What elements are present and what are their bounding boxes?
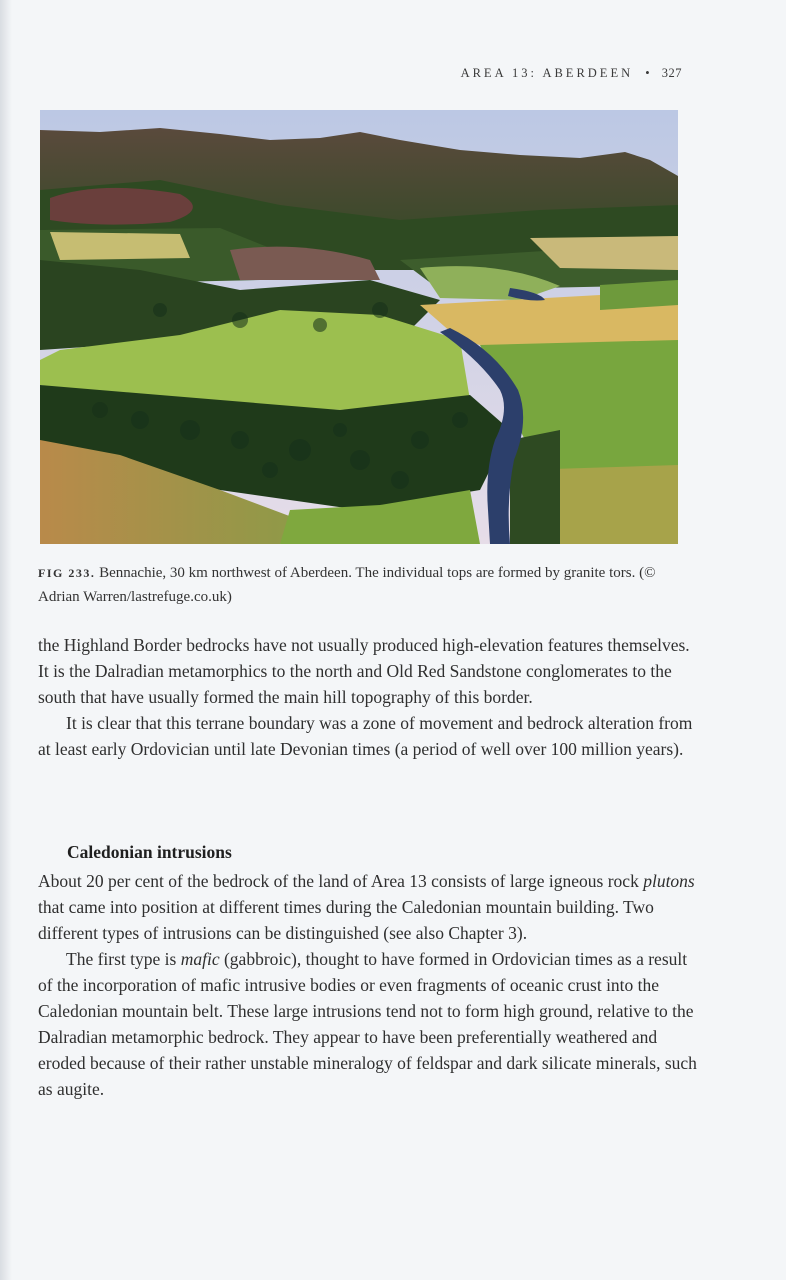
paragraph-mafic-after: (gabbroic), thought to have formed in Ordovician times as a result of the incorporation of mafic intrusive bodies or even fragments of oceanic crust into the Caledonian mountain belt. These large intrusions tend not to form high ground, relative to the Dalradian metamorphic bedrock. They appear to have been preferentially weathered and eroded because of their rather unstable mineralogy of feldspar and dark silicate minerals, such as augite. (38, 949, 697, 1099)
paragraph-plutons-after: that came into position at different times during the Caledonian mountain building. Two different types of intrusions can be distinguished (see also Chapter 3). (38, 897, 654, 943)
figure-label: FIG 233. (38, 566, 96, 580)
paragraph-terrane-boundary: It is clear that this terrane boundary was a zone of movement and bedrock alteration from at least early Ordovician until late Devonian times (a period of well over 100 million years). (38, 713, 693, 759)
paragraph-mafic (38, 946, 698, 1102)
figure-caption (38, 561, 674, 609)
section-heading: Caledonian intrusions (67, 842, 232, 862)
term-plutons: plutons (643, 871, 695, 891)
paragraph-plutons-before: About 20 per cent of the bedrock of the land of Area 13 consists of large igneous rock (38, 871, 644, 891)
running-head-region: ABERDEEN (542, 66, 634, 80)
running-head (461, 66, 682, 81)
body-text-top (38, 632, 698, 762)
bennachie-aerial-photo (40, 110, 678, 544)
landscape-illustration (40, 110, 678, 544)
figure-caption-text: Bennachie, 30 km northwest of Aberdeen. The individual tops are formed by granite tors. (© Adrian Warren/lastrefuge.co.uk) (38, 565, 656, 605)
paragraph-plutons (38, 868, 698, 946)
page-gutter-shadow (0, 0, 12, 1280)
paragraph-mafic-before: The first type is (66, 949, 181, 969)
running-head-area: AREA 13: (460, 66, 537, 80)
page-number: 327 (661, 66, 682, 80)
paragraph-highland-border: the Highland Border bedrocks have not usually produced high-elevation features themselves. It is the Dalradian metamorphics to the north and Old Red Sandstone conglomerates to the south that have usually formed the main hill topography of this border. (38, 635, 690, 707)
body-text-section (38, 868, 698, 1102)
running-head-separator: • (645, 66, 650, 80)
term-mafic: mafic (180, 949, 220, 969)
